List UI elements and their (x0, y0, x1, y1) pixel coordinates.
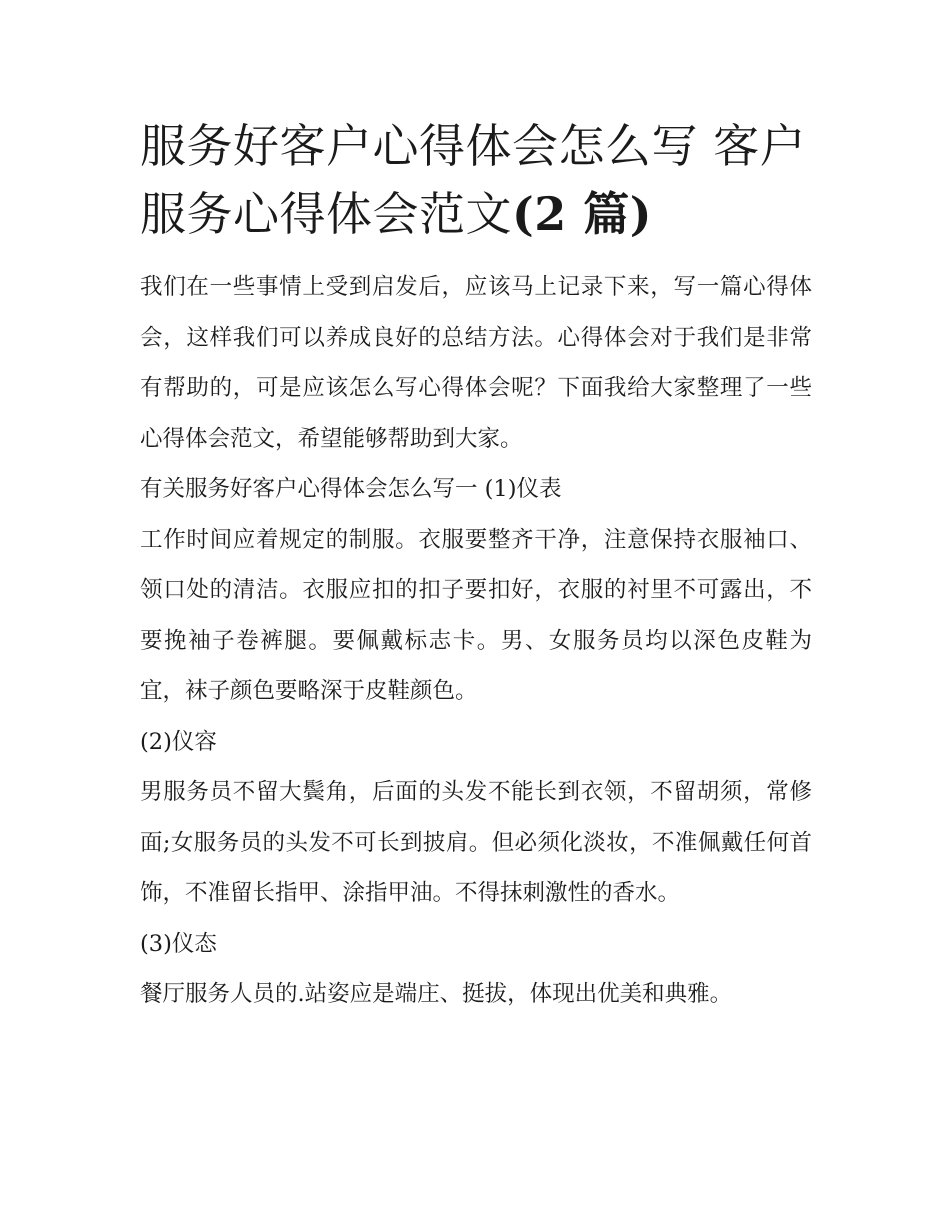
section2-body: 男服务员不留大鬓角，后面的头发不能长到衣领，不留胡须，常修面;女服务员的头发不可长到披肩。但必须化淡妆，不准佩戴任何首饰，不准留长指甲、涂指甲油。不得抹刺激性的香水。 (140, 779, 812, 906)
document-title (140, 112, 812, 248)
title-tail: (2 篇) (512, 187, 653, 241)
intro-paragraph: 我们在一些事情上受到启发后，应该马上记录下来，写一篇心得体会，这样我们可以养成良好的总结方法。心得体会对于我们是非常有帮助的，可是应该怎么写心得体会呢？下面我给大家整理了一些心得体会范文，希望能够帮助到大家。 (140, 274, 812, 452)
section1-heading: 有关服务好客户心得体会怎么写一 (1)仪表 (140, 476, 562, 502)
section1-body: 工作时间应着规定的制服。衣服要整齐干净，注意保持衣服袖口、领口处的清洁。衣服应扣的扣子要扣好，衣服的衬里不可露出，不要挽袖子卷裤腿。要佩戴标志卡。男、女服务员均以深色皮鞋为宜，袜子颜色要略深于皮鞋颜色。 (140, 526, 812, 704)
title-main: 服务好客户心得体会怎么写 客户服务心得体会范文 (140, 119, 807, 241)
document-page (140, 112, 812, 1020)
section3-heading: (3)仪态 (140, 930, 217, 957)
section2-heading: (2)仪容 (140, 728, 217, 755)
section3-body: 餐厅服务人员的.站姿应是端庄、挺拔，体现出优美和典雅。 (140, 981, 733, 1007)
